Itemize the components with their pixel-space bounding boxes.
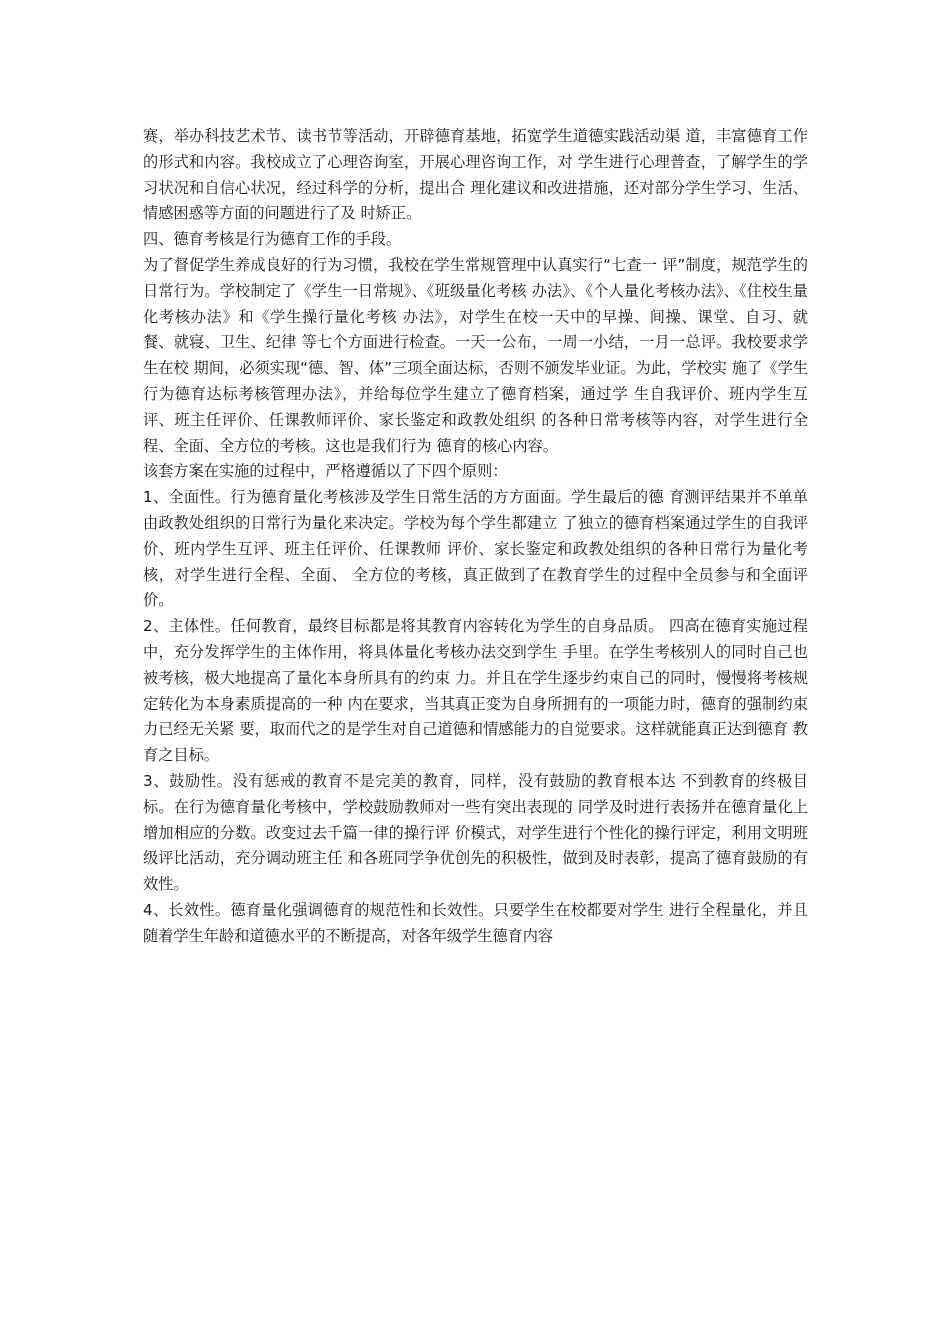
paragraph-principle-comprehensive: 1、全面性。行为德育量化考核涉及学生日常生活的方方面面。学生最后的德 育测评结果并不单单由政教处组织的日常行为量化来决定。学校为每个学生都建立 了独立的德育档案通过学生的自我评价、班内学生互评、班主任评价、任课教师 评价、家长鉴定和政教处组织的各种日常行为量化考核，对学生进行全程、全面、 全方位的考核，真正做到了在教育学生的过程中全员参与和全面评价。 bbox=[143, 488, 808, 610]
document-body bbox=[143, 124, 808, 950]
paragraph-four-principles-intro: 该套方案在实施的过程中，严格遵循以了下四个原则： bbox=[143, 462, 508, 481]
paragraph-principle-subjectivity: 2、主体性。任何教育，最终目标都是将其教育内容转化为学生的自身品质。 四高在德育实施过程中，充分发挥学生的主体作用，将具体量化考核办法交到学生 手里。在学生考核别人的同时自己也被考核，极大地提高了量化本身所具有的约束 力。并且在学生逐步约束自己的同时，慢慢将考核规定转化为本身素质提高的一种 内在要求，当其真正变为自身所拥有的一项能力时，德育的强制约束力已经无关紧 要，取而代之的是学生对自己道德和情感能力的自觉要求。这样就能真正达到德育 教育之目标。 bbox=[143, 617, 808, 765]
paragraph-seven-checks: 为了督促学生养成良好的行为习惯，我校在学生常规管理中认真实行“七查一 评”制度，规范学生的日常行为。学校制定了《学生一日常规》、《班级量化考核 办法》、《个人量化考核办法》、《住校生量化考核办法》和《学生操行量化考核 办法》，对学生在校一天中的早操、间操、课堂、自习、就餐、就寝、卫生、纪律 等七个方面进行检查。一天一公布，一周一小结，一月一总评。我校要求学生在校 期间，必须实现“德、智、体”三项全面达标，否则不颁发毕业证。为此，学校实 施了《学生行为德育达标考核管理办法》，并给每位学生建立了德育档案，通过学 生自我评价、班内学生互评、班主任评价、任课教师评价、家长鉴定和政教处组织 的各种日常考核等内容，对学生进行全程、全面、全方位的考核。这也是我们行为 德育的核心内容。 bbox=[143, 255, 808, 455]
paragraph-intro-continuation: 赛，举办科技艺术节、读书节等活动，开辟德育基地，拓宽学生道德实践活动渠 道，丰富德育工作的形式和内容。我校成立了心理咨询室，开展心理咨询工作，对 学生进行心理普查，了解学生的学习状况和自信心状况，经过科学的分析，提出合 理化建议和改进措施，还对部分学生学习、生活、情感困惑等方面的问题进行了及 时矫正。 bbox=[143, 127, 808, 223]
paragraph-principle-encouragement: 3、鼓励性。没有惩戒的教育不是完美的教育，同样，没有鼓励的教育根本达 不到教育的终极目标。在行为德育量化考核中，学校鼓励教师对一些有突出表现的 同学及时进行表扬并在德育量化上增加相应的分数。改变过去千篇一律的操行评 价模式，对学生进行个性化的操行评定，利用文明班级评比活动，充分调动班主任 和各班同学争优创先的积极性，做到及时表彰，提高了德育鼓励的有效性。 bbox=[143, 771, 808, 894]
paragraph-principle-long-term: 4、长效性。德育量化强调德育的规范性和长效性。只要学生在校都要对学生 进行全程量化，并且随着学生年龄和道德水平的不断提高，对各年级学生德育内容 bbox=[143, 900, 808, 945]
section-heading-four: 四、德育考核是行为德育工作的手段。 bbox=[143, 230, 402, 249]
